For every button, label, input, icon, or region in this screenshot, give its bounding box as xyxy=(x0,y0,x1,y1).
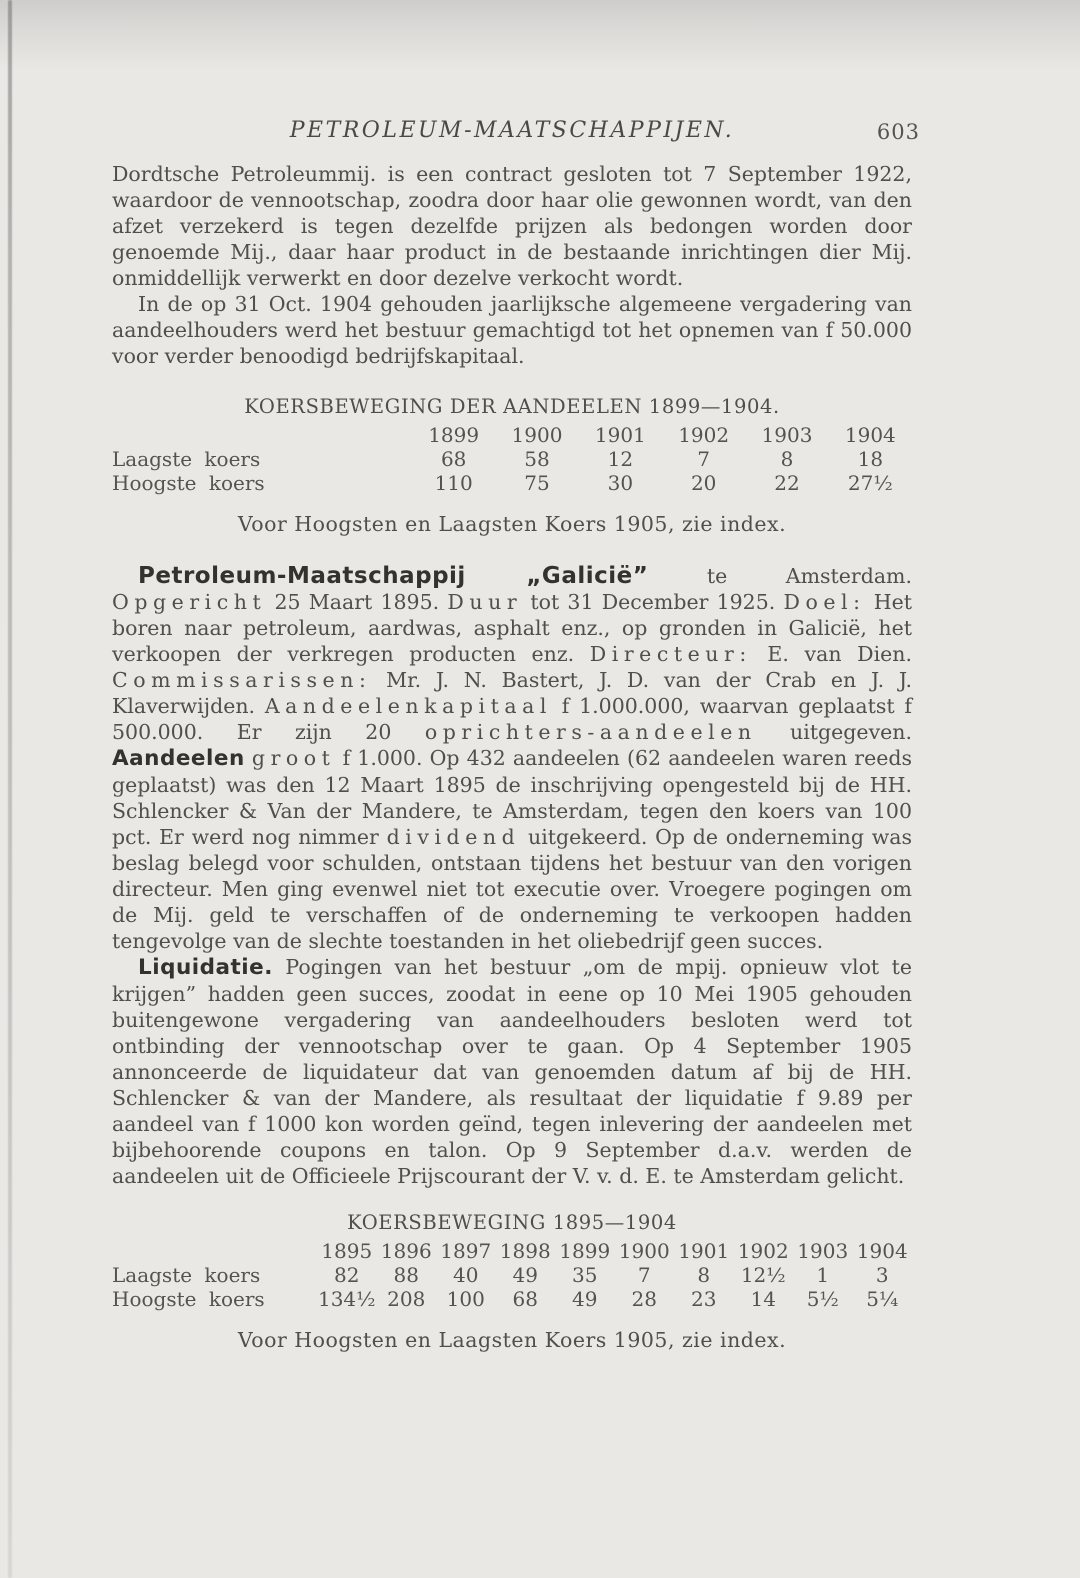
text-segment: uitgegeven. xyxy=(756,720,912,744)
text-segment: f 1.000.000, waarvan geplaatst f 500.000. Er zijn 20 xyxy=(112,694,912,744)
value-cell: 1 xyxy=(816,1263,830,1287)
table-title: KOERSBEWEGING 1895—1904 xyxy=(347,1211,677,1234)
value-cell: 49 xyxy=(572,1287,598,1311)
year-cell: 1899 xyxy=(428,423,480,447)
value-cell: 28 xyxy=(631,1287,657,1311)
table-year-row xyxy=(112,1239,912,1263)
koers-table-1899-1904 xyxy=(112,395,912,495)
value-cell: 12½ xyxy=(740,1263,786,1287)
value-cell: 14 xyxy=(750,1287,776,1311)
text-segment: 25 Maart 1895. xyxy=(266,590,448,614)
paragraph-vergadering: In de op 31 Oct. 1904 gehouden jaarlijksche algemeene vergadering van aandeelhouders werd het bestuur gemachtigd tot het opnemen van f 50.000 voor verder benoodigd bedrijfskapitaal. xyxy=(112,292,912,368)
year-cell: 1899 xyxy=(559,1239,611,1263)
text-segment: te Amsterdam. xyxy=(648,564,913,588)
text-segment xyxy=(245,746,252,770)
year-cell: 1900 xyxy=(511,423,563,447)
index-note: Voor Hoogsten en Laagsten Koers 1905, zie index. xyxy=(237,1328,787,1352)
table-title: KOERSBEWEGING DER AANDEELEN 1899—1904. xyxy=(244,395,780,418)
table-row xyxy=(112,1263,912,1287)
aandeelen-heading: Aandeelen xyxy=(112,746,245,771)
empty-cell xyxy=(112,423,412,447)
year-cell: 1901 xyxy=(594,423,646,447)
text-segment-spaced: Doel: xyxy=(783,590,866,614)
page-edge-shadow xyxy=(8,0,12,1578)
value-cell: 88 xyxy=(393,1263,419,1287)
table-row xyxy=(112,1287,912,1311)
value-cell: 8 xyxy=(780,447,794,471)
liquidatie-heading: Liquidatie. xyxy=(138,955,273,980)
text-segment-spaced: Opgericht xyxy=(112,590,267,614)
text-segment-spaced: oprichters-aandeelen xyxy=(424,720,757,744)
text-segment: f 1.000. Op 432 aandeelen (62 aandeelen waren reeds geplaatst) was den 12 Maart 1895 de inschrijving opengesteld bij de HH. Schlencker & Van der Mandere, te Amsterdam, tegen den koers van 100 pct. Er werd nog nimmer xyxy=(112,746,912,849)
year-cell: 1896 xyxy=(380,1239,432,1263)
year-cell: 1902 xyxy=(678,423,730,447)
value-cell: 7 xyxy=(697,447,711,471)
paragraph-galicie xyxy=(112,563,912,954)
text-segment: E. van Dien. xyxy=(751,642,912,666)
value-cell: 5½ xyxy=(806,1287,839,1311)
value-cell: 58 xyxy=(524,447,550,471)
page-header xyxy=(112,118,920,145)
text-segment-spaced: dividend xyxy=(386,825,521,849)
value-cell: 18 xyxy=(857,447,884,471)
value-cell: 134½ xyxy=(317,1287,376,1311)
running-title: PETROLEUM-MAATSCHAPPIJEN. xyxy=(289,118,735,143)
year-cell: 1903 xyxy=(797,1239,849,1263)
year-cell: 1897 xyxy=(440,1239,492,1263)
value-cell: 3 xyxy=(875,1263,889,1287)
page-number: 603 xyxy=(876,120,920,144)
year-cell: 1898 xyxy=(499,1239,551,1263)
year-cell: 1895 xyxy=(321,1239,373,1263)
book-page xyxy=(112,0,920,1353)
row-label: Hoogste koers xyxy=(112,471,265,495)
value-cell: 208 xyxy=(387,1287,426,1311)
table-row xyxy=(112,471,912,495)
empty-cell xyxy=(112,1239,317,1263)
value-cell: 8 xyxy=(697,1263,711,1287)
value-cell: 100 xyxy=(446,1287,485,1311)
year-cell: 1901 xyxy=(678,1239,730,1263)
koers-table-1895-1904 xyxy=(112,1211,912,1311)
value-cell: 75 xyxy=(524,471,550,495)
value-cell: 68 xyxy=(440,447,467,471)
value-cell: 35 xyxy=(572,1263,598,1287)
year-cell: 1903 xyxy=(761,423,813,447)
value-cell: 23 xyxy=(691,1287,717,1311)
text-segment-spaced: Aandeelenkapitaal xyxy=(264,694,552,718)
text-segment-spaced: Directeur: xyxy=(589,642,752,666)
row-label: Laagste koers xyxy=(112,447,261,471)
value-cell: 20 xyxy=(690,471,717,495)
value-cell: 22 xyxy=(774,471,800,495)
value-cell: 12 xyxy=(607,447,634,471)
paragraph-liquidatie xyxy=(112,954,912,1189)
text-segment: Mr. J. N. Bastert, J. D. van der Crab en J. J. Klaverwijden. xyxy=(112,668,912,718)
text-segment: Het boren naar petroleum, aardwas, asphalt enz., op gronden in Galicië, het verkoopen der verkregen producten enz. xyxy=(112,590,913,666)
text-segment-spaced: Commissarissen: xyxy=(112,668,372,692)
text-segment: uitgekeerd. Op de onderneming was beslag belegd voor schulden, ontstaan tijdens het bestuur van den vorigen directeur. Men ging evenwel niet tot executie over. Vroegere pogingen om de Mij. geld te verschaffen of de onderneming te verkoopen hadden tengevolge van de slechte toestanden in het oliebedrijf geen succes. xyxy=(112,825,913,953)
text-segment: Pogingen van het bestuur „om de mpij. opnieuw vlot te krijgen” hadden geen succes, zoodat in eene op 10 Mei 1905 gehouden buitengewone vergadering van aandeelhouders besloten werd tot ontbinding der vennootschap over te gaan. Op 4 September 1905 annonceerde de liquidateur dat van genoemden datum af bij de HH. Schlencker & van der Mandere, als resultaat der liquidatie f 9.89 per aandeel van f 1000 kon worden geïnd, tegen inlevering der aandeelen met bijbehoorende coupons en talon. Op 9 September d.a.v. werden de aandeelen uit de Officieele Prijscourant der V. v. d. E. te Amsterdam gelicht. xyxy=(112,955,912,1188)
row-label: Laagste koers xyxy=(112,1263,261,1287)
row-label: Hoogste koers xyxy=(112,1287,265,1311)
company-name-heading: Petroleum-Maatschappij „Galicië” xyxy=(138,563,649,589)
value-cell: 40 xyxy=(453,1263,479,1287)
table-year-row xyxy=(112,423,912,447)
text-segment: tot 31 December 1925. xyxy=(522,590,784,614)
text-segment-spaced: groot xyxy=(251,746,336,770)
year-cell: 1900 xyxy=(618,1239,670,1263)
year-cell: 1904 xyxy=(856,1239,908,1263)
value-cell: 30 xyxy=(607,471,634,495)
paragraph-dordtsche: Dordtsche Petroleummij. is een contract gesloten tot 7 September 1922, waardoor de vennootschap, zoodra door haar olie gewonnen wordt, van den afzet verzekerd is tegen dezelfde prijzen als bedongen worden door genoemde Mij., daar haar product in de bestaande inrichtingen dier Mij. onmiddellijk verwerkt en door dezelve verkocht wordt. xyxy=(112,162,912,290)
value-cell: 110 xyxy=(434,471,473,495)
text-segment-spaced: Duur xyxy=(447,590,523,614)
value-cell: 49 xyxy=(512,1263,538,1287)
value-cell: 82 xyxy=(334,1263,360,1287)
table-row xyxy=(112,447,912,471)
value-cell: 5¼ xyxy=(866,1287,899,1311)
year-cell: 1902 xyxy=(737,1239,789,1263)
index-note: Voor Hoogsten en Laagsten Koers 1905, zie index. xyxy=(237,512,787,536)
value-cell: 7 xyxy=(637,1263,651,1287)
value-cell: 27½ xyxy=(847,471,893,495)
year-cell: 1904 xyxy=(844,423,896,447)
value-cell: 68 xyxy=(512,1287,538,1311)
